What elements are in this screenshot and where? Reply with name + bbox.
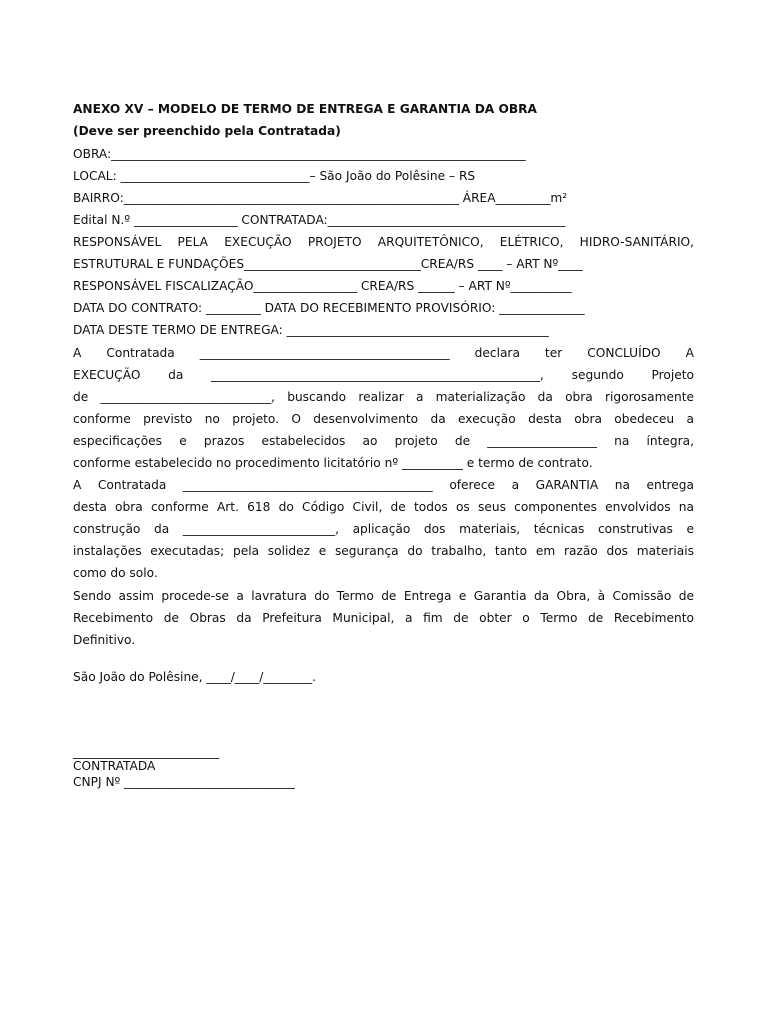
signature-line: ________________________ [73, 745, 220, 759]
paragraph3-line: Recebimento de Obras da Prefeitura Municipal, a fim de obter o Termo de Recebimento [73, 611, 694, 625]
paragraph3-line: Definitivo. [73, 633, 136, 647]
paragraph1-line: de ____________________________, buscando realizar a materialização da obra rigorosamente [73, 390, 694, 404]
field-bairro: BAIRRO:_______________________________________________________ ÁREA_________m² [73, 191, 568, 205]
paragraph3-line: Sendo assim procede-se a lavratura do Termo de Entrega e Garantia da Obra, à Comissão de [73, 589, 694, 603]
field-obra: OBRA:____________________________________________________________________ [73, 147, 526, 161]
document-title: ANEXO XV – MODELO DE TERMO DE ENTREGA E GARANTIA DA OBRA [73, 102, 537, 116]
signature-label: CONTRATADA [73, 759, 156, 773]
paragraph2-line: como do solo. [73, 566, 158, 580]
place-date: São João do Polêsine, ____/____/________. [73, 670, 316, 684]
document-subtitle: (Deve ser preenchido pela Contratada) [73, 124, 341, 138]
field-data-contrato: DATA DO CONTRATO: _________ DATA DO RECEBIMENTO PROVISÓRIO: ______________ [73, 301, 585, 315]
paragraph1-line: especificações e prazos estabelecidos ao projeto de __________________ na íntegra, [73, 434, 694, 448]
field-data-termo: DATA DESTE TERMO DE ENTREGA: ___________________________________________ [73, 323, 549, 337]
field-edital: Edital N.º _________________ CONTRATADA:_______________________________________ [73, 213, 566, 227]
paragraph1-line: A Contratada _________________________________________ declara ter CONCLUÍDO A [73, 346, 694, 360]
paragraph1-line: EXECUÇÃO da ______________________________________________________, segundo Projeto [73, 368, 694, 382]
cnpj-field: CNPJ Nº ____________________________ [73, 775, 295, 789]
paragraph1-line: conforme previsto no projeto. O desenvolvimento da execução desta obra obedeceu a [73, 412, 694, 426]
paragraph2-line: construção da _________________________, aplicação dos materiais, técnicas construtivas e [73, 522, 694, 536]
paragraph1-line: conforme estabelecido no procedimento licitatório nº __________ e termo de contrato. [73, 456, 593, 470]
paragraph2-line: desta obra conforme Art. 618 do Código Civil, de todos os seus componentes envolvidos na [73, 500, 694, 514]
field-local: LOCAL: _______________________________– São João do Polêsine – RS [73, 169, 476, 183]
field-responsavel-line2: ESTRUTURAL E FUNDAÇÕES_____________________________CREA/RS ____ – ART Nº____ [73, 257, 583, 271]
field-responsavel-line1: RESPONSÁVEL PELA EXECUÇÃO PROJETO ARQUITETÔNICO, ELÉTRICO, HIDRO-SANITÁRIO, [73, 235, 694, 249]
paragraph2-line: A Contratada _________________________________________ oferece a GARANTIA na entrega [73, 478, 694, 492]
field-fiscalizacao: RESPONSÁVEL FISCALIZAÇÃO_________________ CREA/RS ______ – ART Nº__________ [73, 279, 572, 293]
paragraph2-line: instalações executadas; pela solidez e segurança do trabalho, tanto em razão dos materiais [73, 544, 694, 558]
